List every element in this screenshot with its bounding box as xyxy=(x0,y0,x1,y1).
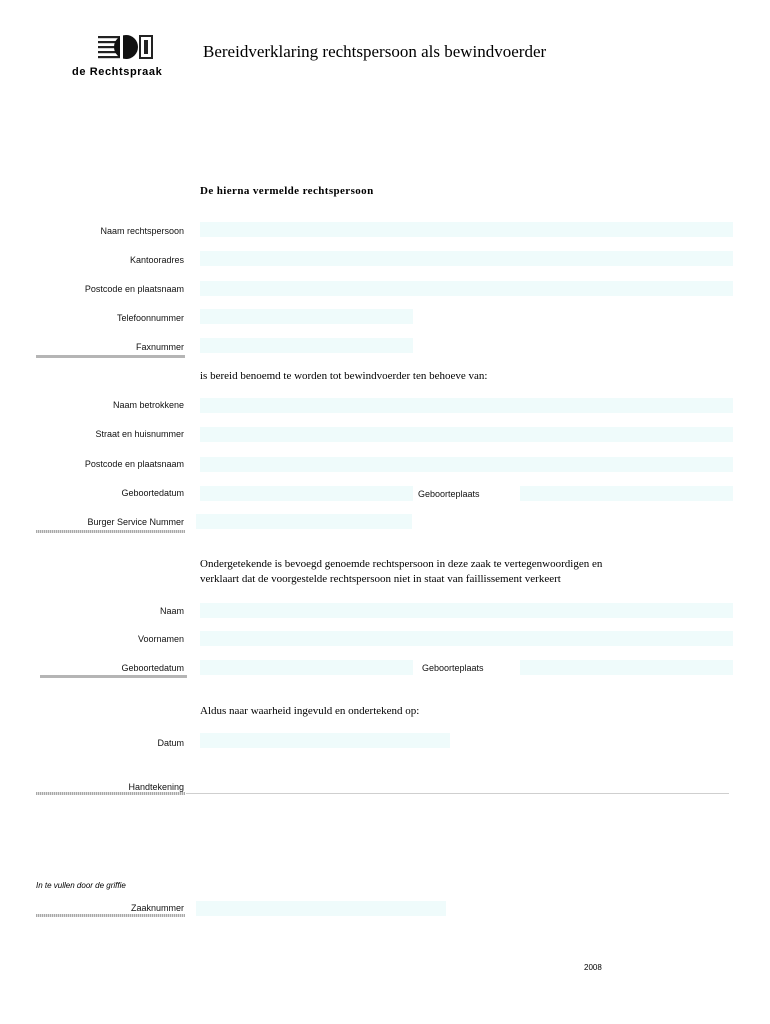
kantooradres-field[interactable] xyxy=(200,251,733,266)
label-geboorteplaats-betrokkene: Geboorteplaats xyxy=(418,489,480,499)
label-kantooradres: Kantooradres xyxy=(129,255,184,265)
label-handtekening: Handtekening xyxy=(128,782,184,792)
telefoonnummer-field[interactable] xyxy=(200,309,413,324)
footer-year: 2008 xyxy=(584,963,602,972)
postcode-betrokkene-field[interactable] xyxy=(200,457,733,472)
page-title: Bereidverklaring rechtspersoon als bewindvoerder xyxy=(203,42,547,61)
label-voornamen: Voornamen xyxy=(137,634,184,644)
naam-betrokkene-field[interactable] xyxy=(200,398,733,413)
geboortedatum-ondergetekende-field[interactable] xyxy=(200,660,413,675)
geboortedatum-betrokkene-field[interactable] xyxy=(200,486,413,501)
straat-field[interactable] xyxy=(200,427,733,442)
label-telefoonnummer: Telefoonnummer xyxy=(116,313,184,323)
naam-field[interactable] xyxy=(200,603,733,618)
datum-field[interactable] xyxy=(200,733,450,748)
faxnummer-field[interactable] xyxy=(200,338,413,353)
bsn-field[interactable] xyxy=(196,514,412,529)
signature-area[interactable] xyxy=(186,780,729,794)
logo-text: de Rechtspraak xyxy=(72,66,163,78)
label-datum: Datum xyxy=(157,738,184,748)
zaaknummer-field[interactable] xyxy=(196,901,446,916)
label-geboorteplaats-ondergetekende: Geboorteplaats xyxy=(422,663,484,673)
label-geboortedatum-betrokkene: Geboortedatum xyxy=(121,488,184,498)
section-divider xyxy=(40,675,187,678)
section4-heading: Aldus naar waarheid ingevuld en ondertekend op: xyxy=(200,705,420,717)
section2-heading: is bereid benoemd te worden tot bewindvoerder ten behoeve van: xyxy=(200,370,488,382)
rechtspraak-logo-icon xyxy=(96,32,156,62)
section3-heading-line1: Ondergetekende is bevoegd genoemde rechtspersoon in deze zaak te vertegenwoordigen en xyxy=(200,558,603,570)
section-divider xyxy=(36,355,185,358)
voornamen-field[interactable] xyxy=(200,631,733,646)
geboorteplaats-betrokkene-field[interactable] xyxy=(520,486,733,501)
griffie-note: In te vullen door de griffie xyxy=(36,881,126,890)
label-postcode-rechtspersoon: Postcode en plaatsnaam xyxy=(84,284,184,294)
postcode-rechtspersoon-field[interactable] xyxy=(200,281,733,296)
section-divider xyxy=(36,530,185,533)
logo xyxy=(70,30,180,82)
section-divider xyxy=(36,914,185,917)
label-naam-betrokkene: Naam betrokkene xyxy=(112,400,184,410)
label-naam: Naam xyxy=(159,606,184,616)
label-postcode-betrokkene: Postcode en plaatsnaam xyxy=(84,459,184,469)
naam-rechtspersoon-field[interactable] xyxy=(200,222,733,237)
label-geboortedatum-ondergetekende: Geboortedatum xyxy=(121,663,184,673)
section3-heading-line2: verklaart dat de voorgestelde rechtspersoon niet in staat van faillissement verkeert xyxy=(200,573,561,585)
label-zaaknummer: Zaaknummer xyxy=(130,903,184,913)
label-naam-rechtspersoon: Naam rechtspersoon xyxy=(100,226,184,236)
geboorteplaats-ondergetekende-field[interactable] xyxy=(520,660,733,675)
label-bsn: Burger Service Nummer xyxy=(87,517,184,527)
section-divider xyxy=(36,792,185,795)
label-straat: Straat en huisnummer xyxy=(95,429,184,439)
label-faxnummer: Faxnummer xyxy=(135,342,184,352)
section1-heading: De hierna vermelde rechtspersoon xyxy=(200,185,374,197)
